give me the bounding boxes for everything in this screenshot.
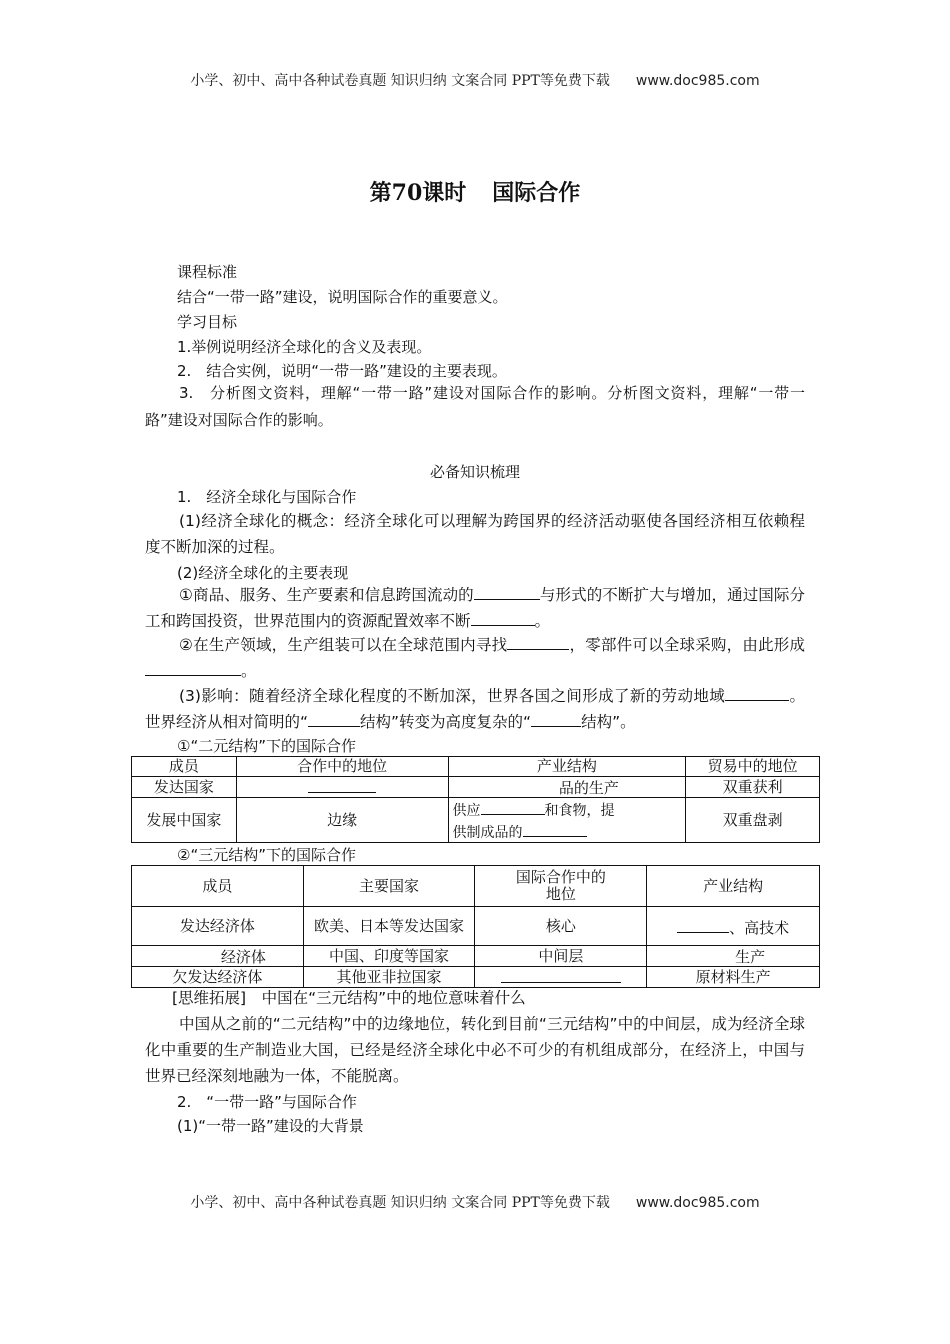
text-run: 、高技术 [729, 918, 790, 937]
page-footer [0, 1192, 950, 1212]
paragraph: (1)经济全球化的概念：经济全球化可以理解为跨国界的经济活动驱使各国经济相互依赖程度不断加深的过程。 [145, 512, 805, 556]
text-run: 结构”。 [581, 713, 636, 731]
fill-blank[interactable] [507, 633, 569, 650]
table-header: 产业结构 [448, 757, 686, 777]
answer-paragraph: 中国从之前的“二元结构”中的边缘地位，转化到目前“三元结构”中的中间层，成为经济全球化中重要的生产制造业大国，已经是经济全球化中必不可少的有机组成部分，在经济上，中国与世界已经深刻地融为一体，不能脱离。 [145, 1015, 805, 1085]
footer-text: 小学、初中、高中各种试卷真题 知识归纳 文案合同 PPT等免费下载 [190, 1195, 610, 1211]
paragraph [145, 582, 805, 634]
paragraph [145, 683, 805, 735]
table-cell [448, 798, 686, 843]
text-run: 生产 [735, 948, 766, 966]
table-cell: 发达经济体 [132, 907, 304, 946]
table-header: 主要国家 [303, 866, 475, 907]
page-title [0, 176, 950, 207]
fill-blank[interactable] [501, 967, 621, 983]
text-run: 经济体 [220, 948, 266, 966]
table-cell [475, 967, 647, 988]
subsection-heading: 2. “一带一路”与国际合作 [177, 1093, 357, 1111]
blank-space[interactable] [169, 946, 221, 962]
footer-site-link[interactable]: www.doc985.com [635, 1195, 760, 1211]
table-header: 产业结构 [647, 866, 820, 907]
table-header: 贸易中的地位 [686, 757, 820, 777]
thinking-prompt: [思维拓展] 中国在“三元结构”中的地位意味着什么 [172, 989, 526, 1007]
triple-structure-table [131, 865, 820, 988]
table-cell [236, 777, 448, 798]
fill-blank[interactable] [308, 777, 376, 793]
text-run: 。 [534, 612, 551, 630]
fill-blank[interactable] [481, 798, 545, 815]
standard-text: 结合“一带一路”建设，说明国际合作的重要意义。 [177, 288, 508, 306]
blank-space[interactable] [701, 946, 735, 962]
header-text: 小学、初中、高中各种试卷真题 知识归纳 文案合同 PPT等免费下载 [190, 73, 610, 89]
fill-blank[interactable] [677, 916, 729, 933]
fill-blank[interactable] [145, 659, 241, 676]
table-cell: 发达国家 [132, 777, 237, 798]
table-header: 合作中的地位 [236, 757, 448, 777]
subsection-heading: 1. 经济全球化与国际合作 [177, 488, 357, 506]
text-run: 结构”转变为高度复杂的“ [360, 713, 532, 731]
text-run: 供制成品的 [452, 825, 523, 841]
table-cell: 欠发达经济体 [132, 967, 304, 988]
fill-blank[interactable] [308, 710, 360, 727]
table-header: 国际合作中的地位 [475, 866, 647, 907]
fill-blank[interactable] [523, 820, 587, 837]
lesson-number: 第70课时 [369, 180, 467, 206]
table-cell: 原材料生产 [647, 967, 820, 988]
table-header: 成员 [132, 866, 304, 907]
blank-space[interactable] [515, 778, 559, 793]
goal-item: 3. 分析图文资料，理解“一带一路”建设对国际合作的影响。分析图文资料，理解“一带一路”建设对国际合作的影响。 [145, 384, 805, 429]
text-run: 。世界经济从相对简明的“ [145, 687, 805, 731]
lesson-topic: 国际合作 [492, 180, 581, 206]
table-caption: ②“三元结构”下的国际合作 [177, 846, 356, 864]
paragraph-heading: (1)“一带一路”建设的大背景 [177, 1117, 364, 1135]
table-cell [647, 907, 820, 946]
table-cell: 其他亚非拉国家 [303, 967, 475, 988]
table-cell [448, 777, 686, 798]
text-run: 供应 [452, 803, 481, 819]
text-run: ①商品、服务、生产要素和信息跨国流动的 [179, 586, 474, 604]
text-run: 和食物，提 [544, 803, 615, 819]
section-heading: 必备知识梳理 [429, 463, 520, 481]
table-cell: 中间层 [475, 946, 647, 967]
table-cell: 双重获利 [686, 777, 820, 798]
table-cell [132, 946, 304, 967]
table-caption: ①“二元结构”下的国际合作 [177, 737, 356, 755]
table-cell: 发展中国家 [132, 798, 237, 843]
fill-blank[interactable] [531, 710, 581, 727]
text-run: 与形式的不断扩大与增加，通过国际分工和跨国投资，世界范围内的资源配置效率不断 [145, 586, 805, 630]
text-run: ②在生产领域，生产组装可以在全球范围内寻找 [179, 636, 508, 654]
text-run: ，零部件可以全球采购，由此形成 [569, 636, 805, 654]
goal-item: 2. 结合实例，说明“一带一路”建设的主要表现。 [177, 362, 507, 380]
table-cell: 核心 [475, 907, 647, 946]
text-run: 。 [241, 662, 257, 680]
table-header: 成员 [132, 757, 237, 777]
table-cell [647, 946, 820, 967]
paragraph-heading: (2)经济全球化的主要表现 [177, 564, 349, 582]
table-cell: 中国、印度等国家 [303, 946, 475, 967]
dual-structure-table [131, 756, 820, 843]
table-cell: 欧美、日本等发达国家 [303, 907, 475, 946]
standard-heading: 课程标准 [177, 263, 238, 281]
text-run: 品的生产 [558, 778, 619, 797]
fill-blank[interactable] [474, 583, 540, 600]
header-site-link[interactable]: www.doc985.com [635, 73, 760, 89]
paragraph [145, 632, 805, 684]
table-cell: 边缘 [236, 798, 448, 843]
text-run: (3)影响：随着经济全球化程度的不断加深，世界各国之间形成了新的劳动地域 [179, 687, 726, 705]
goals-heading: 学习目标 [177, 313, 238, 331]
fill-blank[interactable] [725, 684, 789, 701]
goal-item: 1.举例说明经济全球化的含义及表现。 [177, 338, 432, 356]
page-header [0, 70, 950, 90]
fill-blank[interactable] [471, 609, 535, 626]
table-cell: 双重盘剥 [686, 798, 820, 843]
